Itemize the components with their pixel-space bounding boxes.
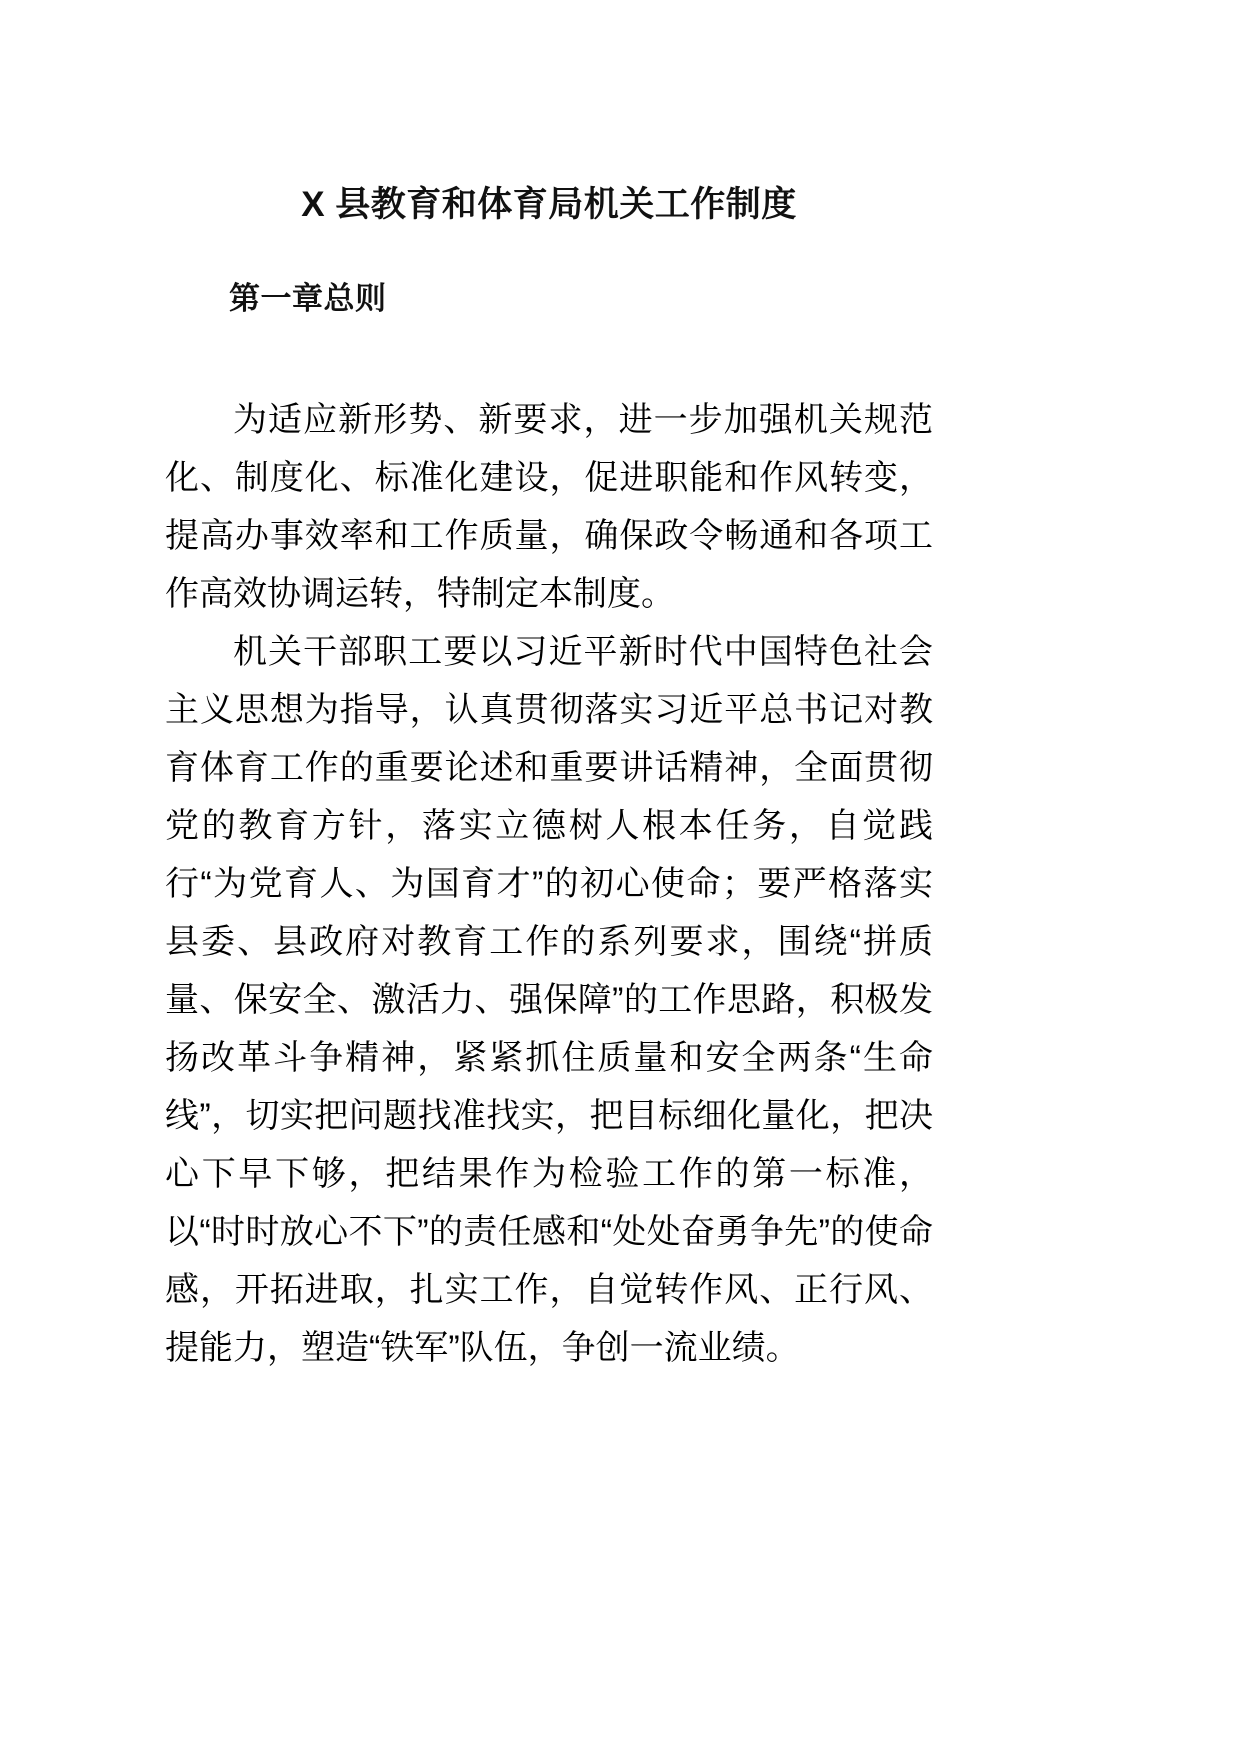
paragraph-1: 为适应新形势、新要求，进一步加强机关规范化、制度化、标准化建设，促进职能和作风转变，提高办事效率和工作质量，确保政令畅通和各项工作高效协调运转，特制定本制度。 (165, 400, 933, 613)
page-title: X 县教育和体育局机关工作制度 (301, 185, 797, 224)
section-heading-chapter-one: 第一章总则 (229, 280, 387, 316)
paragraph-2: 机关干部职工要以习近平新时代中国特色社会主义思想为指导，认真贯彻落实习近平总书记对教育体育工作的重要论述和重要讲话精神，全面贯彻党的教育方针，落实立德树人根本任务，自觉践行“为党育人、为国育才”的初心使命；要严格落实县委、县政府对教育工作的系列要求，围绕“拼质量、保安全、激活力、强保障”的工作思路，积极发扬改革斗争精神，紧紧抓住质量和安全两条“生命线”，切实把问题找准找实，把目标细化量化，把决心下早下够，把结果作为检验工作的第一标准，以“时时放心不下”的责任感和“处处奋勇争先”的使命感，开拓进取，扎实工作，自觉转作风、正行风、提能力，塑造“铁军”队伍，争创一流业绩。 (165, 632, 933, 1367)
document-content (165, 0, 933, 1377)
body-text-block (165, 319, 933, 1377)
